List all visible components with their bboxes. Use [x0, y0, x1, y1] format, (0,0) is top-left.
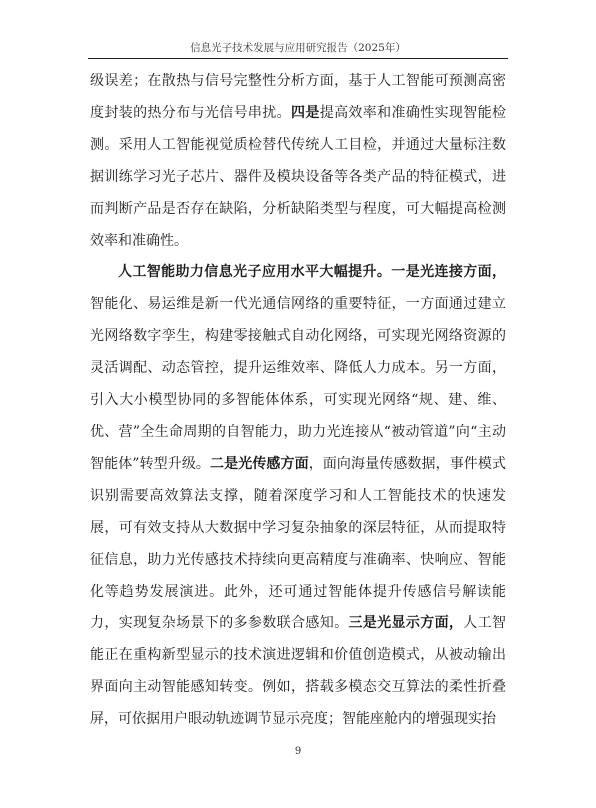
text-span: 人工智能正在重构新型显示的技术演进逻辑和价值创造模式，从被动输出界面向主动智能感知转变。例如，搭载多模态交互算法的柔性折叠屏，可依据用户眼动轨迹调节显示亮度；智能座舱内的增强现实抬 — [90, 615, 507, 728]
header-divider — [88, 58, 508, 59]
running-header: 信息光子技术发展与应用研究报告（2025年） — [190, 42, 406, 54]
page-number: 9 — [294, 746, 302, 757]
text-span: 智能化、易运维是新一代光通信网络的重要特征，一方面通过建立光网络数字孪生，构建零接触式自动化网络，可实现光网络资源的灵活调配、动态管控，提升运维效率、降低人力成本。另一方面，引入大小模型协同的多智能体体系，可实现光网络“规、建、维、优、营”全生命周期的自智能力，助力光连接从“被动管道”向“主动智能体”转型升级。 — [90, 296, 506, 472]
bold-heading-lead: 人工智能助力信息光子应用水平大幅提升。一是光连接方面， — [118, 264, 506, 281]
text-span: 提高效率和准确性实现智能检测。采用人工智能视觉质检替代传统人工目检，并通过大量标注数据训练学习光子芯片、器件及模块设备等各类产品的特征模式，进而判断产品是否存在缺陷，分析缺陷类型与程度，可大幅提高检测效率和准确性。 — [90, 104, 507, 249]
text-span: ，面向海量传感数据，事件模式识别需要高效算法支撑，随着深度学习和人工智能技术的快速发展，可有效支持从大数据中学习复杂抽象的深层特征，从而提取特征信息，助力光传感技术持续向更高精度与准确率、快响应、智能化等趋势发展演进。此外，还可通过智能体提升传感信号解读能力，实现复杂场景下的多参数联合感知。 — [90, 455, 507, 632]
body-text — [90, 66, 506, 736]
bold-label-four: 四是 — [291, 104, 320, 121]
paragraph-continued — [90, 66, 506, 257]
paragraph-ai-applications — [90, 257, 506, 736]
text-span: 级误差；在散热与信号完整性分析方面，基于人工智能可预测高密度封装的热分布与光信号串扰。 — [90, 73, 506, 121]
bold-label-sensing: 二是光传感方面 — [210, 455, 309, 472]
bold-label-display: 三是光显示方面， — [348, 615, 464, 632]
